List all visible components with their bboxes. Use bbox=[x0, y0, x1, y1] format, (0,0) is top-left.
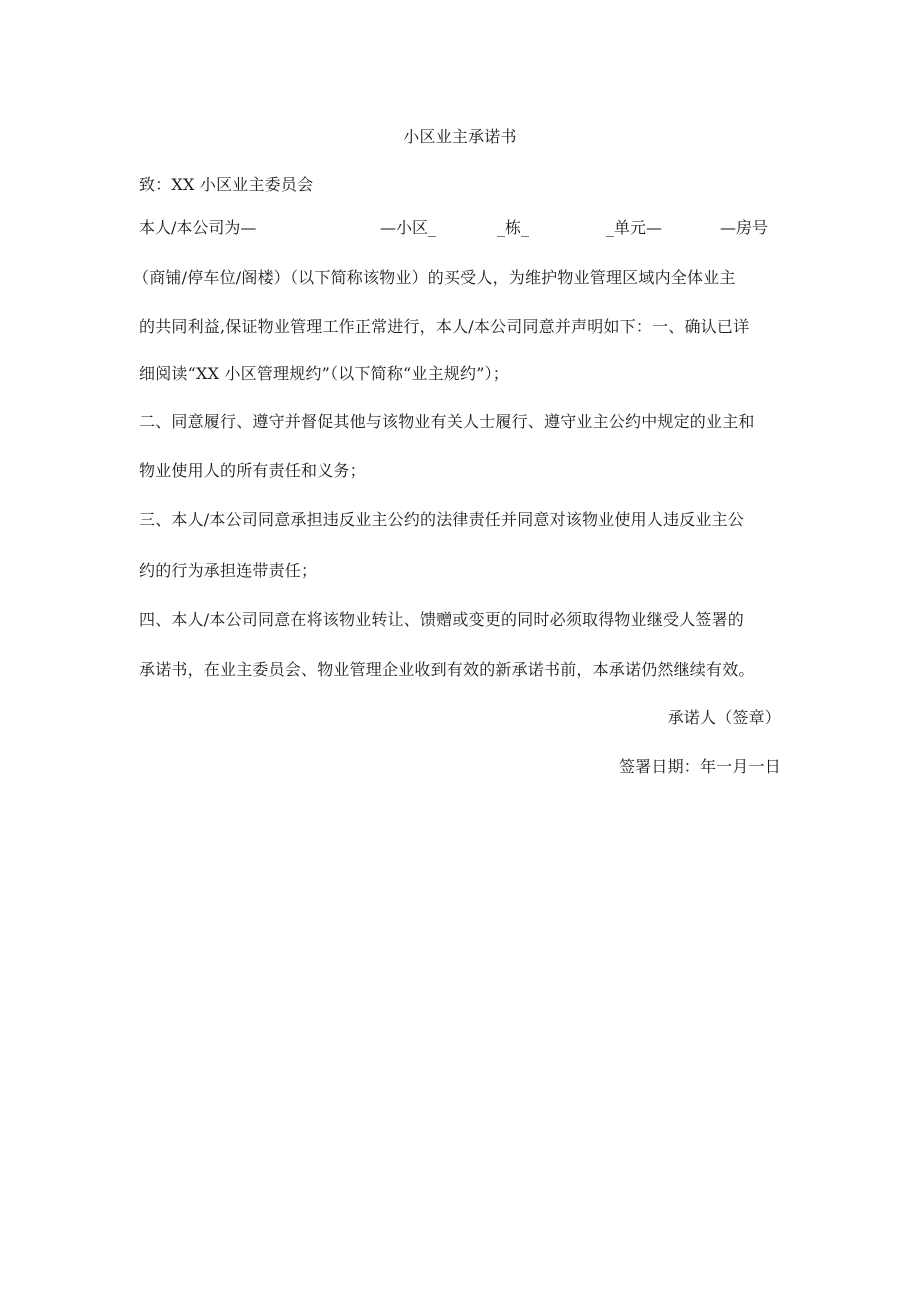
body-line-3: 细阅读“XX 小区管理规约”（以下简称“业主规约”）； bbox=[139, 364, 509, 383]
clause-three-line-2: 约的行为承担连带责任； bbox=[139, 561, 318, 580]
clause-three-line-1: 三、本人/本公司同意承担违反业主公约的法律责任并同意对该物业使用人违反业主公 bbox=[139, 510, 744, 529]
clause-four-line-1: 四、本人/本公司同意在将该物业转让、馈赠或变更的同时必须取得物业继受人签署的 bbox=[139, 610, 744, 629]
body-line-1: （商铺/停车位/阁楼）（以下简称该物业）的买受人，为维护物业管理区域内全体业主 bbox=[133, 268, 736, 287]
fill-owner-segment: 本人/本公司为— bbox=[139, 218, 257, 237]
fill-community-segment: —小区_ bbox=[380, 218, 437, 237]
body-line-2: 的共同利益,保证物业管理工作正常进行，本人/本公司同意并声明如下：一、确认已详 bbox=[139, 317, 750, 336]
clause-two-line-2: 物业使用人的所有责任和义务； bbox=[139, 461, 366, 480]
signature-label: 承诺人（签章） bbox=[667, 708, 781, 727]
clause-four-line-2: 承诺书，在业主委员会、物业管理企业收到有效的新承诺书前，本承诺仍然继续有效。 bbox=[139, 660, 755, 679]
clause-two-line-1: 二、同意履行、遵守并督促其他与该物业有关人士履行、遵守业主公约中规定的业主和 bbox=[139, 412, 755, 431]
sign-date-label: 签署日期：年一月一日 bbox=[618, 757, 781, 776]
addressee-line: 致：XX 小区业主委员会 bbox=[139, 175, 314, 194]
fill-room-segment: —房号 bbox=[720, 218, 769, 237]
fill-building-segment: _栋_ bbox=[497, 218, 530, 237]
document-title: 小区业主承诺书 bbox=[403, 127, 517, 146]
fill-unit-segment: _单元— bbox=[606, 218, 663, 237]
